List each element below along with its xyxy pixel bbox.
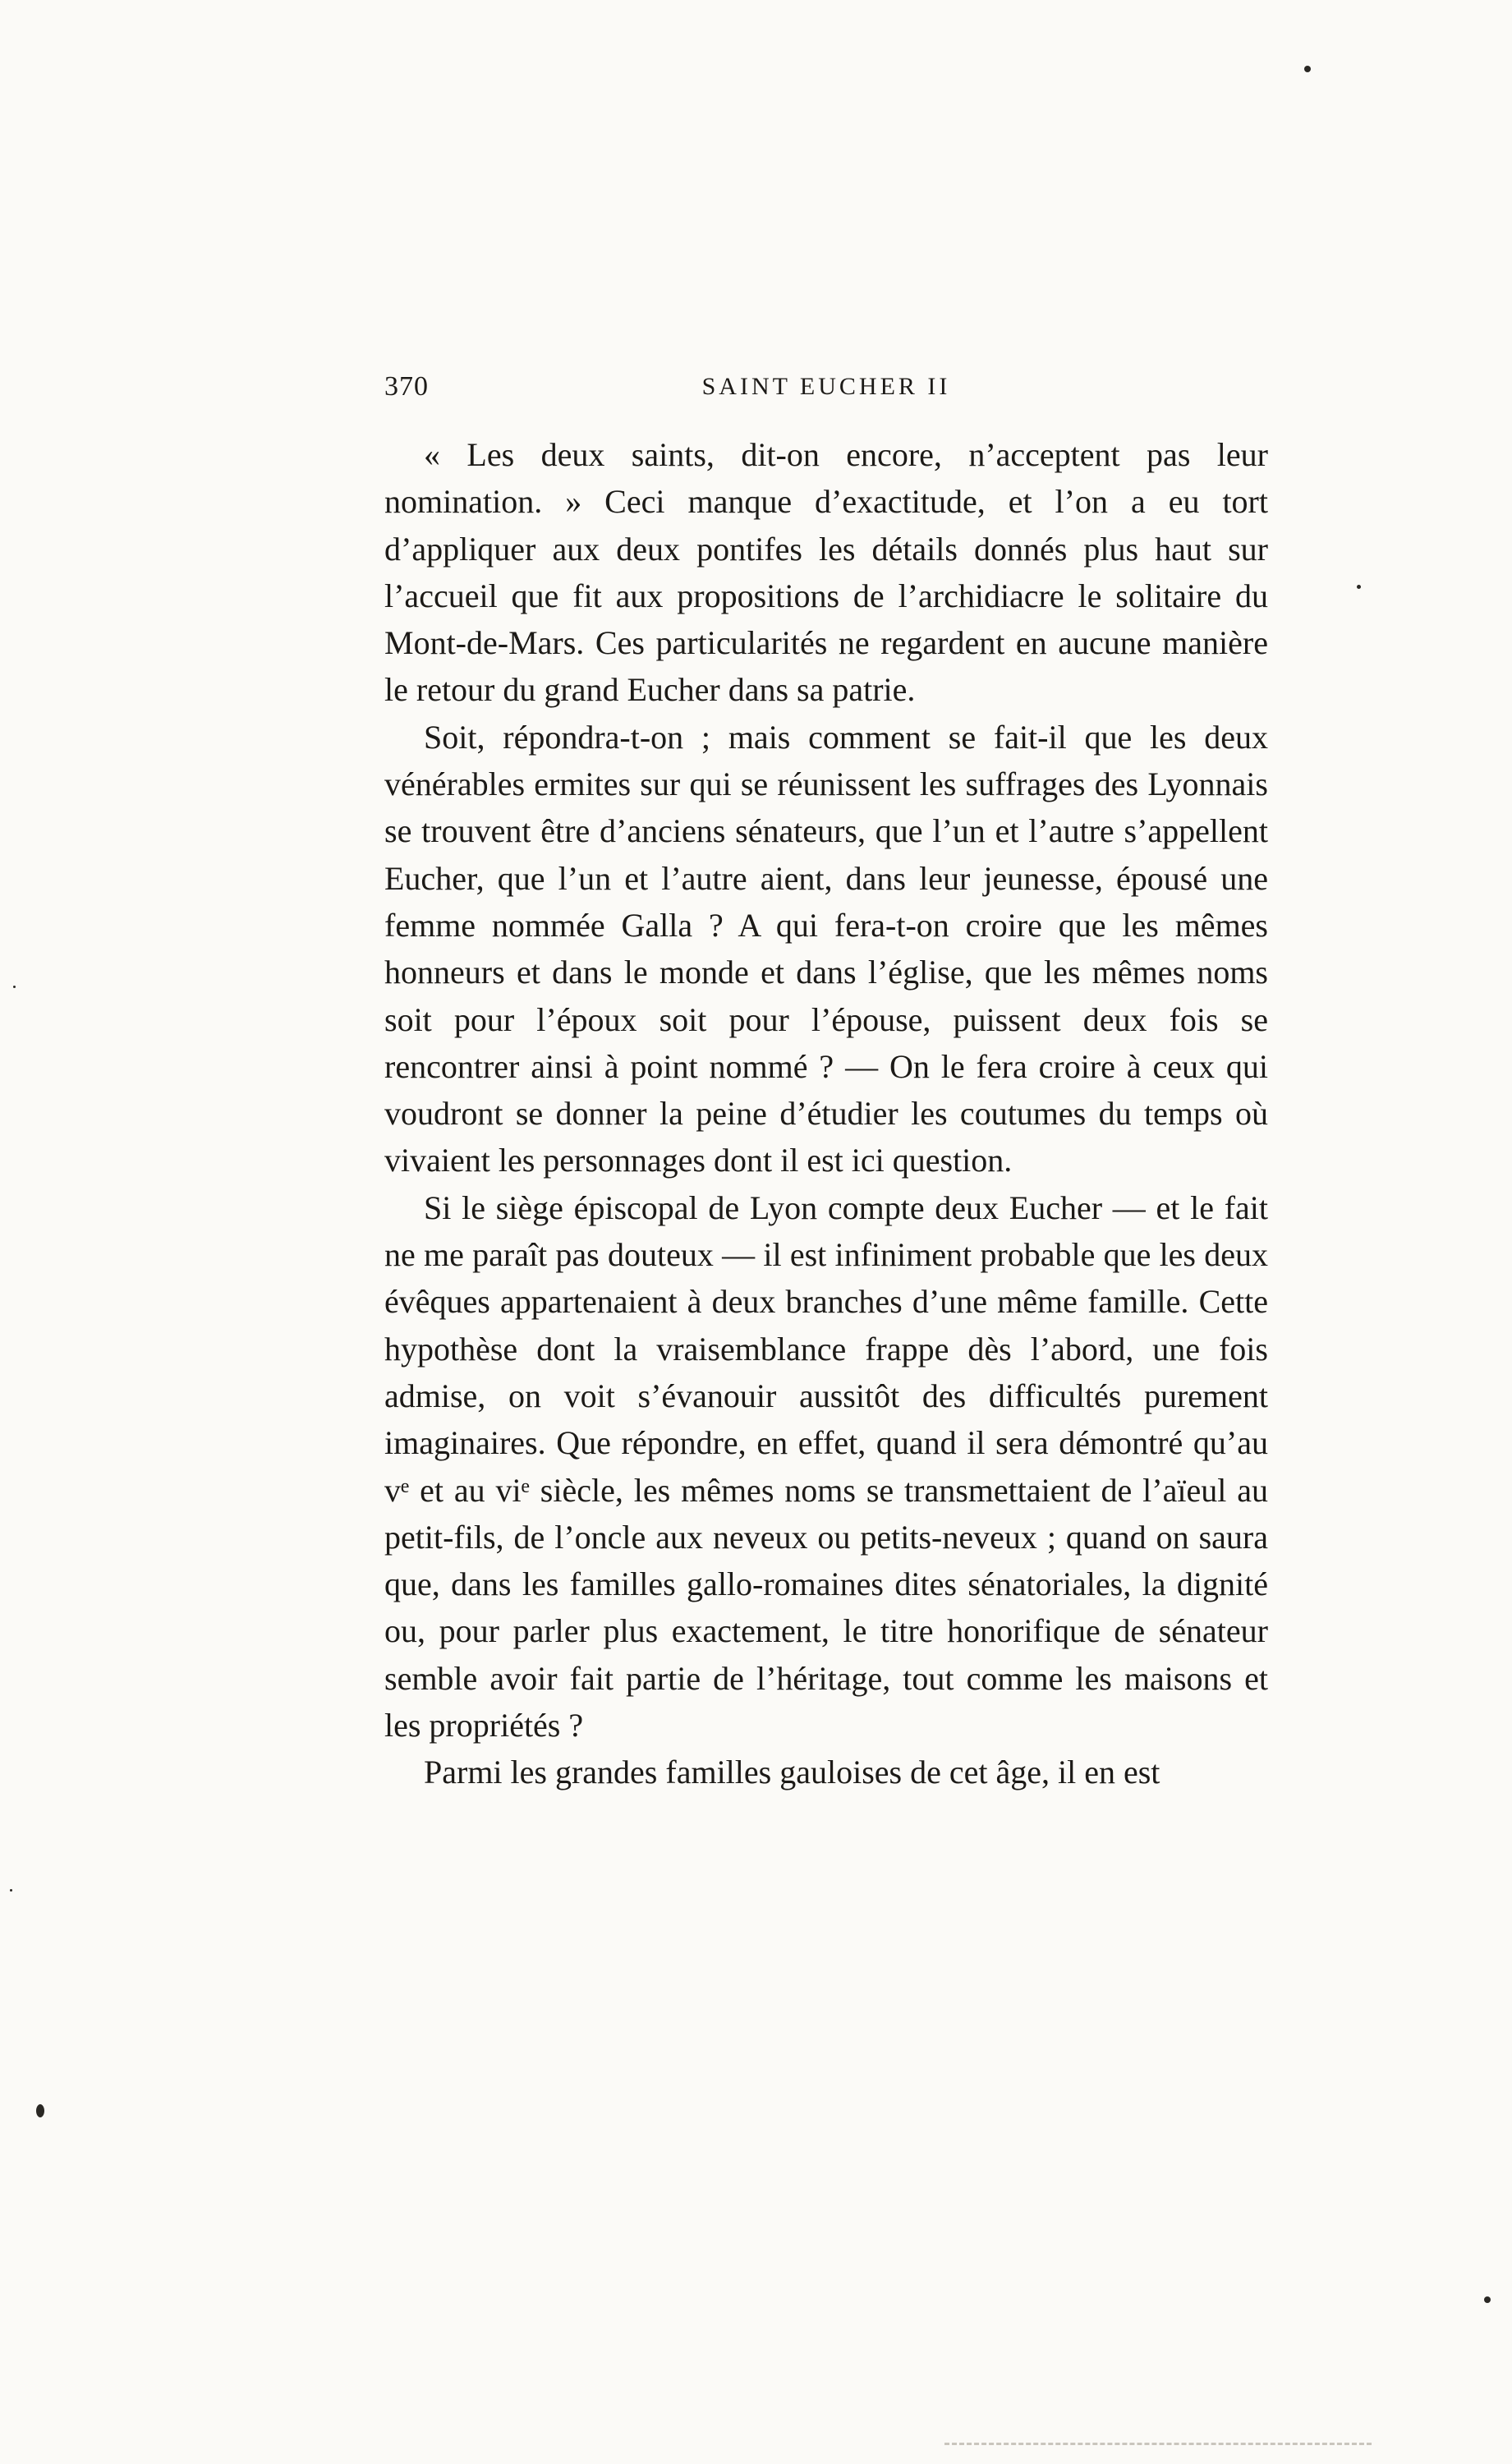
paragraph-4: Parmi les grandes familles gauloises de cet âge, il en est xyxy=(424,1754,1160,1791)
running-title: SAINT EUCHER II xyxy=(701,373,951,400)
paragraph-2: Soit, répondra-t-on ; mais comment se fait-il que les deux vénérables ermites sur qui se réunissent les suffrages des Lyonnais se trouvent être d’anciens sénateurs, que l’un et l’autre s’appellent Eucher, que l’un et l’autre aient, dans leur jeunesse, épousé une femme nommée Galla ? A qui fera-t-on croire que les mêmes honneurs et dans le monde et dans l’église, que les mêmes noms soit pour l’époux soit pour l’épouse, puissent deux fois se rencontrer ainsi à point nommé ? — On le fera croire à ceux qui voudront se donner la peine d’étudier les coutumes du temps où vivaient les personnages dont il est ici question. xyxy=(384,718,1268,1179)
scan-speck xyxy=(1484,2296,1491,2303)
page-number: 370 xyxy=(384,371,429,402)
scan-speck xyxy=(10,1889,12,1892)
paragraph-1: « Les deux saints, dit-on encore, n’acceptent pas leur nomination. » Ceci manque d’exactitude, et l’on a eu tort d’appliquer aux deux pontifes les détails donnés plus haut sur l’accueil que fit aux propositions de l’archidiacre le solitaire du Mont-de-Mars. Ces particularités ne regardent en aucune manière le retour du grand Eucher dans sa patrie. xyxy=(384,436,1268,709)
body-text xyxy=(384,431,1268,1796)
scan-speck xyxy=(13,986,16,988)
scan-edge-marks xyxy=(944,2436,1372,2445)
running-head xyxy=(384,366,1268,407)
scan-speck xyxy=(1304,66,1311,72)
paragraph-3: Si le siège épiscopal de Lyon compte deux Eucher — et le fait ne me paraît pas douteux — il est infiniment probable que les deux évêques appartenaient à deux branches d’une même famille. Cette hypothèse dont la vraisemblance frappe dès l’abord, une fois admise, on voit s’évanouir aussitôt des difficultés purement imaginaires. Que répondre, en effet, quand il sera démontré qu’au vᵉ et au viᵉ siècle, les mêmes noms se transmettaient de l’aïeul au petit-fils, de l’oncle aux neveux ou petits-neveux ; quand on saura que, dans les familles gallo-romaines dites sénatoriales, la dignité ou, pour parler plus exactement, le titre honorifique de sénateur semble avoir fait partie de l’héritage, tout comme les maisons et les propriétés ? xyxy=(384,1188,1268,1745)
scan-speck xyxy=(1357,585,1361,589)
scan-speck xyxy=(36,2104,44,2117)
